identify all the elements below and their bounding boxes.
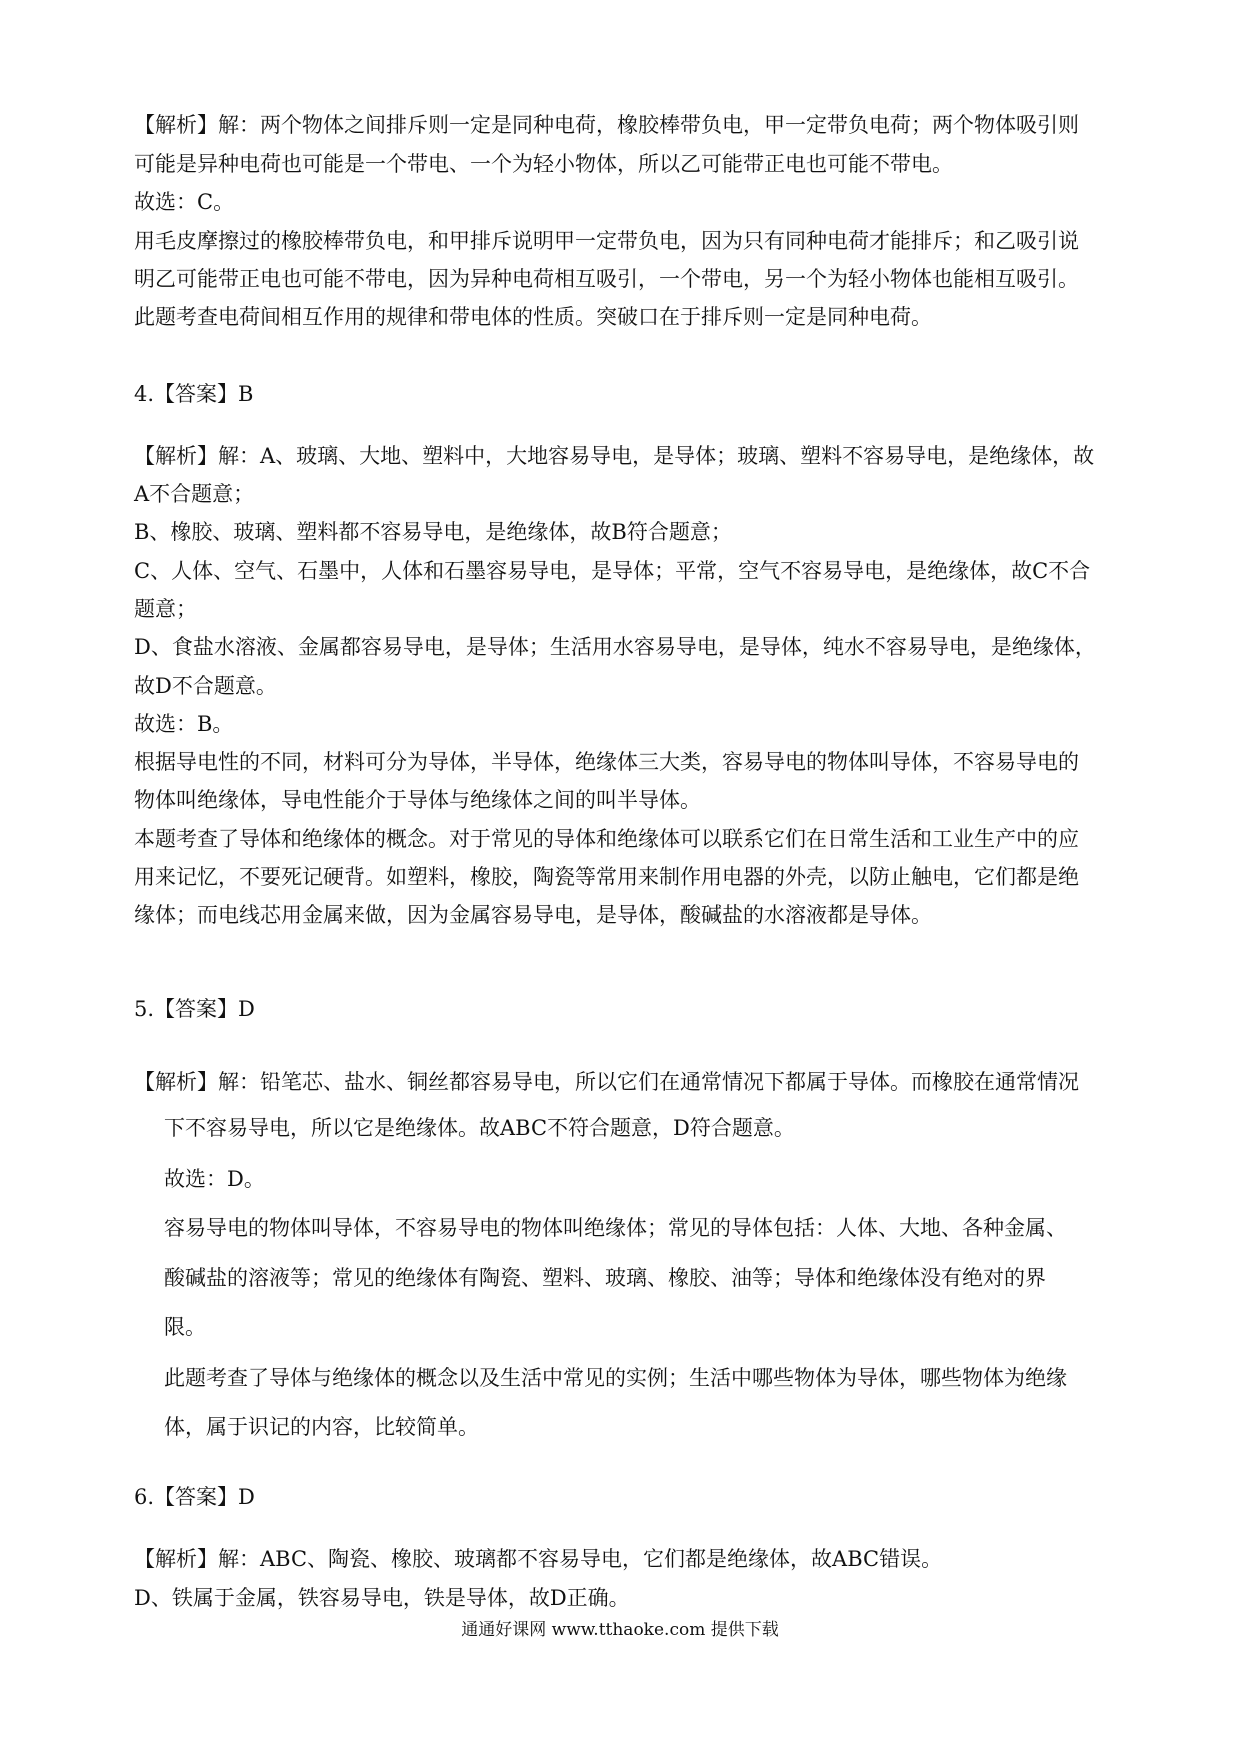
answer-heading: 5.【答案】D xyxy=(134,997,255,1021)
text-line: 故D不合题意。 xyxy=(134,674,277,698)
text-line: 故选：C。 xyxy=(134,190,235,214)
text-line: D、食盐水溶液、金属都容易导电，是导体；生活用水容易导电，是导体，纯水不容易导电，是绝缘体， xyxy=(134,635,1096,659)
text-line: 缘体；而电线芯用金属来做，因为金属容易导电，是导体，酸碱盐的水溶液都是导体。 xyxy=(134,903,932,927)
text-line: 题意； xyxy=(134,597,197,621)
text-line: 【解析】解：两个物体之间排斥则一定是同种电荷，橡胶棒带负电，甲一定带负电荷；两个物体吸引则 xyxy=(134,113,1079,137)
text-line: 明乙可能带正电也可能不带电，因为异种电荷相互吸引，一个带电，另一个为轻小物体也能相互吸引。 xyxy=(134,267,1079,291)
text-line: 此题考查了导体与绝缘体的概念以及生活中常见的实例；生活中哪些物体为导体，哪些物体为绝缘 xyxy=(164,1366,1067,1390)
text-line: C、人体、空气、石墨中，人体和石墨容易导电，是导体；平常，空气不容易导电，是绝缘体，故C不合 xyxy=(134,559,1091,583)
answer-heading: 6.【答案】D xyxy=(134,1485,255,1509)
text-line: 根据导电性的不同，材料可分为导体，半导体，绝缘体三大类，容易导电的物体叫导体，不容易导电的 xyxy=(134,750,1079,774)
text-line: A不合题意； xyxy=(134,482,255,506)
text-line: 限。 xyxy=(164,1315,206,1339)
text-line: 体，属于识记的内容，比较简单。 xyxy=(164,1415,479,1439)
text-line: 可能是异种电荷也可能是一个带电、一个为轻小物体，所以乙可能带正电也可能不带电。 xyxy=(134,152,953,176)
text-line: 容易导电的物体叫导体，不容易导电的物体叫绝缘体；常见的导体包括：人体、大地、各种金属、 xyxy=(164,1216,1067,1240)
text-line: 【解析】解：铅笔芯、盐水、铜丝都容易导电，所以它们在通常情况下都属于导体。而橡胶在通常情况 xyxy=(134,1070,1079,1094)
text-line: 故选：B。 xyxy=(134,712,234,736)
text-line: 用毛皮摩擦过的橡胶棒带负电，和甲排斥说明甲一定带负电，因为只有同种电荷才能排斥；和乙吸引说 xyxy=(134,229,1079,253)
text-line: 故选：D。 xyxy=(164,1167,265,1191)
text-line: 下不容易导电，所以它是绝缘体。故ABC不符合题意，D符合题意。 xyxy=(164,1116,795,1140)
text-line: 此题考查电荷间相互作用的规律和带电体的性质。突破口在于排斥则一定是同种电荷。 xyxy=(134,305,932,329)
text-line: 本题考查了导体和绝缘体的概念。对于常见的导体和绝缘体可以联系它们在日常生活和工业生产中的应 xyxy=(134,827,1079,851)
text-line: 用来记忆，不要死记硬背。如塑料，橡胶，陶瓷等常用来制作用电器的外壳，以防止触电，它们都是绝 xyxy=(134,865,1079,889)
text-line: B、橡胶、玻璃、塑料都不容易导电，是绝缘体，故B符合题意； xyxy=(134,520,732,544)
text-line: 【解析】解：A、玻璃、大地、塑料中，大地容易导电，是导体；玻璃、塑料不容易导电，是绝缘体，故 xyxy=(134,444,1095,468)
text-line: 物体叫绝缘体，导电性能介于导体与绝缘体之间的叫半导体。 xyxy=(134,788,701,812)
answer-heading: 4.【答案】B xyxy=(134,382,254,406)
text-line: 【解析】解：ABC、陶瓷、橡胶、玻璃都不容易导电，它们都是绝缘体，故ABC错误。 xyxy=(134,1547,943,1571)
page-footer: 通通好课网 www.tthaoke.com 提供下载 xyxy=(461,1620,779,1640)
text-line: 酸碱盐的溶液等；常见的绝缘体有陶瓷、塑料、玻璃、橡胶、油等；导体和绝缘体没有绝对的界 xyxy=(164,1266,1046,1290)
text-line: D、铁属于金属，铁容易导电，铁是导体，故D正确。 xyxy=(134,1586,630,1610)
